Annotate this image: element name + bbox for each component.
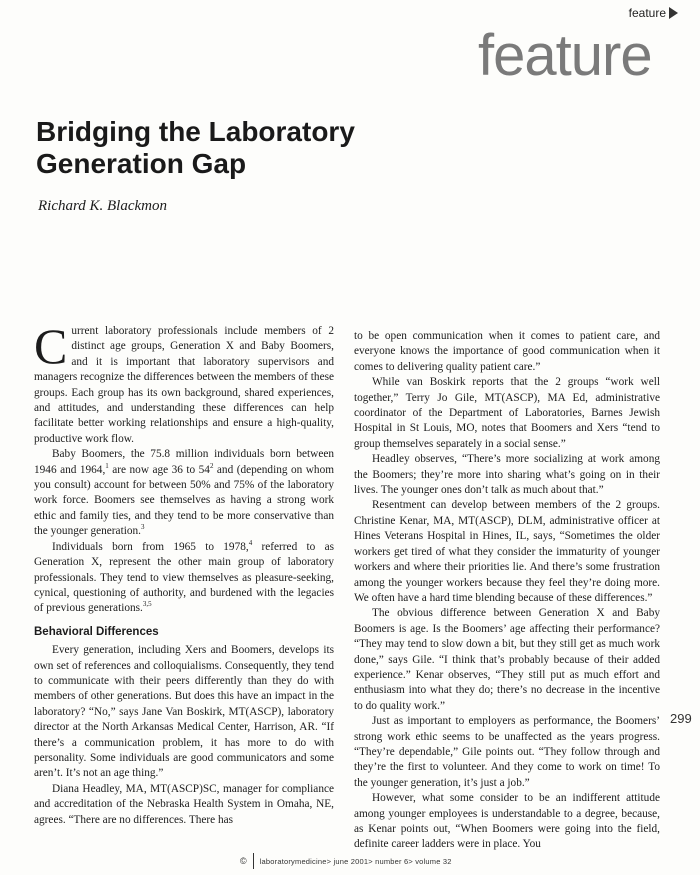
footnote-ref: 3 [140,523,145,532]
paragraph: to be open communication when it comes to patient care, and everyone knows the importance of good communication when it comes to delivering quality patient care.” [354,330,660,373]
paragraph: Headley observes, “There’s more socializing at work among the Boomers; they’re more into sharing what’s going on in their lives. The younger ones don’t talk as much about that.” [354,453,660,497]
paragraph: Just as important to employers as performance, the Boomers’ strong work ethic seems to be unaffected as the years progress. “They’re dependable,” Gile points out. “They follow through and they’re the first to volunteer. And they come to work on time! To the younger generation, it’s just a job.” [354,715,660,789]
copyright-icon: © [240,856,247,866]
page-footer [240,853,452,869]
paragraph [34,540,334,617]
article-title: Bridging the Laboratory Generation Gap [36,116,355,179]
paragraph-text: referred to as Generation X, represent the other main group of laboratory professionals. They tend to view themselves as pleasure-seeking, cynical, questioning of authority, and burdened with the legacies of previous generations. [34,540,334,615]
footnote-ref: 4 [248,538,253,547]
paragraph-text: Individuals born from 1965 to 1978, [52,540,249,553]
footer-divider [253,853,254,869]
section-subheading: Behavioral Differences [34,625,159,638]
footnote-ref: 1 [105,461,109,470]
footnote-ref: 2 [209,461,214,470]
arrow-right-icon [669,7,678,19]
paragraph-text: urrent laboratory professionals include members of 2 distinct age groups, Generation X and Baby Boomers, and it is important that laboratory supervisors and managers recognize the differences between the members of these groups. Each group has its own background, shared experiences, and attitudes, and understanding these differences can help facilitate better working relationships and ensure a high-quality, productive work flow. [34,325,334,445]
footer-text: laboratorymedicine> june 2001> number 6> volume 32 [259,856,452,866]
article-author: Richard K. Blackmon [38,198,168,214]
footnote-ref: 3,5 [142,600,152,609]
paragraph: However, what some consider to be an indifferent attitude among younger employees is understandable to a degree, because, as Kenar points out, “When Boomers were going into the field, definite career ladders were in place. You [354,792,660,851]
paragraph: Diana Headley, MA, MT(ASCP)SC, manager for compliance and accreditation of the Nebraska Health System in Omaha, NE, agrees. “There are no differences. There has [34,782,334,826]
paragraph [34,318,334,447]
page-number: 299 [670,711,692,726]
paragraph-text: are now age 36 to 54 [108,463,210,476]
feature-heading: feature [478,23,652,88]
column-left [34,318,335,828]
paragraph [34,447,334,539]
section-tag-label: feature [628,6,666,20]
paragraph: While van Boskirk reports that the 2 groups “work well together,” Terry Jo Gile, MT(ASCP), MA Ed, administrative coordinator of the Department of Laboratories, Barnes Jewish Hospital in St Louis, MO, notes that Boomers and Xers “tend to group themselves separately in a social sense.” [354,376,660,450]
paragraph-text: Baby Boomers, the 75.8 million individuals born between 1946 and 1964, [34,448,334,476]
paragraph-text: and (depending on whom you consult) account for between 50% and 75% of the laboratory work force. Boomers see themselves as having a strong work ethic and family ties, and they tend to be more conservative than the younger generation. [34,463,335,538]
column-right [354,329,660,853]
paragraph: The obvious difference between Generation X and Baby Boomers is age. Is the Boomers’ age affecting their performance? “They may tend to slow down a bit, but they still get as much work done,” says Gile. “I think that’s probably because of their added experience.” Kenar observes, “They still put as much effort and enthusiasm into what they do; there’s no decrease in the incentive to do quality work.” [354,607,660,712]
paragraph: Every generation, including Xers and Boomers, develops its own set of references and colloquialisms. Consequently, they tend to communicate with their peers differently than they do with members of other generations. But does this have an impact in the laboratory? “No,” says Jane Van Boskirk, MT(ASCP), laboratory director at the North Arkansas Medical Center, Harrison, AR. “If there’s a communication problem, it has more to do with personality. Some individuals are good communicators and some aren’t. It’s not an age thing.” [34,644,334,780]
paragraph: Resentment can develop between members of the 2 groups. Christine Kenar, MA, MT(ASCP), DLM, administrative officer at Hines Veterans Hospital in Hines, IL, says, “Sometimes the older workers get tired of what they consider the immaturity of younger workers and where their priorities lie. And there’s some frustration among the younger workers because they feel they’re doing more. We often have a hard time blending because of these differences.” [354,499,660,604]
section-tag [629,6,678,20]
drop-cap: C [34,318,68,374]
